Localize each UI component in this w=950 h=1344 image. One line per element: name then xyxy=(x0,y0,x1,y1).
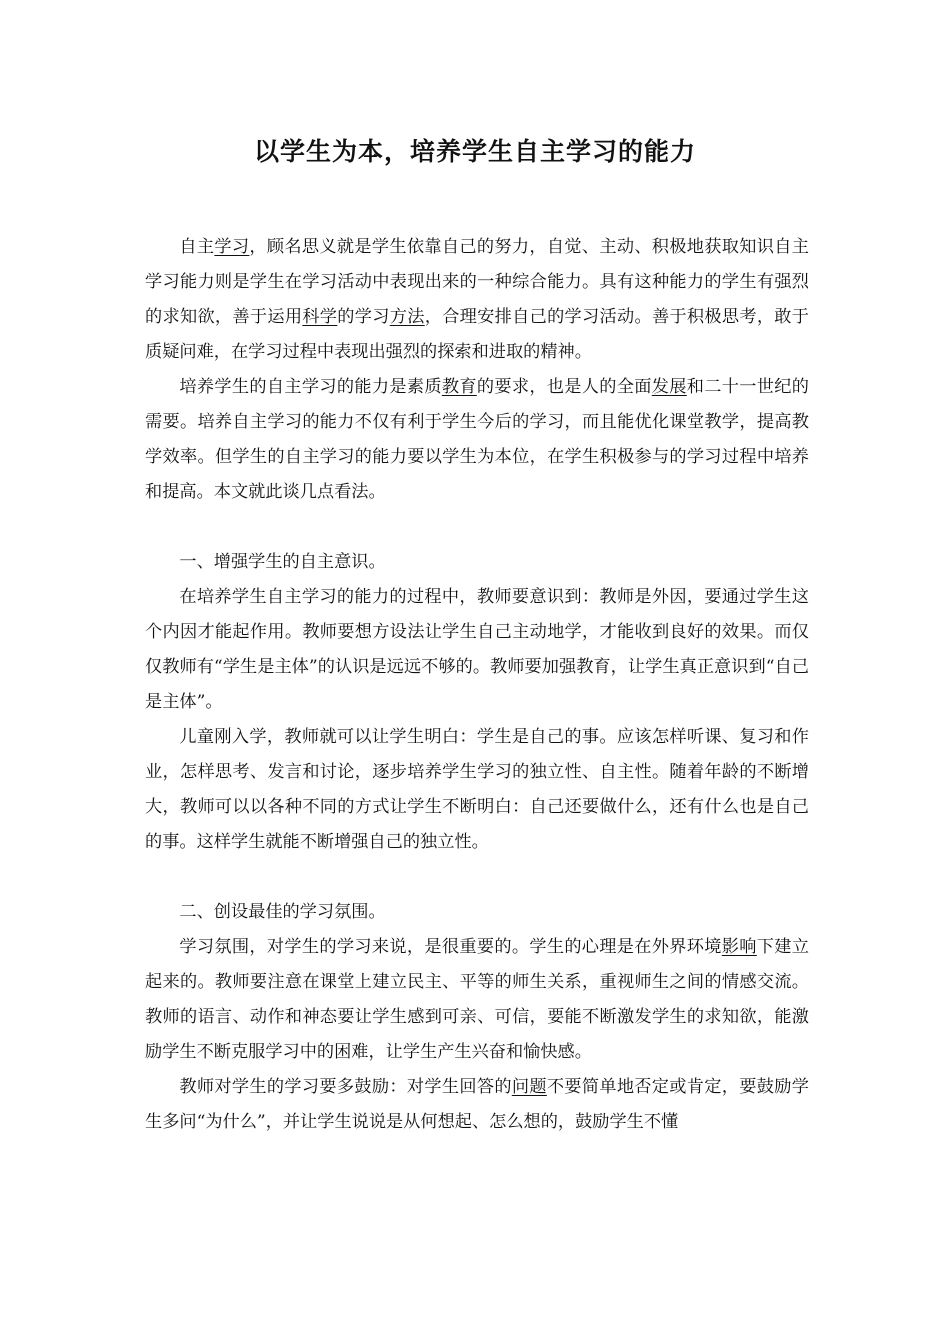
text-run: 的要求，也是人的全面 xyxy=(476,377,652,397)
paragraph-gap xyxy=(145,860,809,895)
link-xuexi[interactable]: 学习 xyxy=(214,237,250,257)
section-heading-1: 一、增强学生的自主意识。 xyxy=(179,552,386,572)
text-run: ，顾名思义就是学生依靠自己的努力，自觉、主动、积极地获取知识自主学习能力则是学生在学习活动中表现出来的一种综合能力。具有这种能力的学生有强烈的求知欲，善于运用 xyxy=(145,237,809,327)
paragraph-intro xyxy=(145,230,809,370)
document-body xyxy=(145,230,809,1140)
text-run: 学习氛围，对学生的学习来说，是很重要的。学生的心理是在外界环境 xyxy=(179,937,722,957)
paragraph-section1-b: 儿童刚入学，教师就可以让学生明白：学生是自己的事。应该怎样听课、复习和作业，怎样思考、发言和讨论，逐步培养学生学习的独立性、自主性。随着年龄的不断增大，教师可以以各种不同的方式让学生不断明白：自己还要做什么，还有什么也是自己的事。这样学生就能不断增强自己的独立性。 xyxy=(145,727,809,852)
paragraph-purpose xyxy=(145,370,809,510)
section-heading-2: 二、创设最佳的学习氛围。 xyxy=(179,902,386,922)
paragraph-section2-b xyxy=(145,1070,809,1140)
text-run: 下建立起来的。教师要注意在课堂上建立民主、平等的师生关系，重视师生之间的情感交流。教师的语言、动作和神态要让学生感到可亲、可信，要能不断激发学生的求知欲，能激励学生不断克服学习中的困难，让学生产生兴奋和愉快感。 xyxy=(145,937,809,1062)
text-run: 不要简单地否定或肯定，要鼓励学生多问“为什么”，并让学生说说是从何想起、怎么想的，鼓励学生不懂 xyxy=(145,1077,809,1132)
text-run: 的学习 xyxy=(337,307,390,327)
text-run: 和二十一世纪的需要。培养自主学习的能力不仅有利于学生今后的学习，而且能优化课堂教学，提高教学效率。但学生的自主学习的能力要以学生为本位，在学生积极参与的学习过程中培养和提高。本文就此谈几点看法。 xyxy=(145,377,809,502)
text-run: 自主 xyxy=(179,237,215,257)
paragraph-section1-a: 在培养学生自主学习的能力的过程中，教师要意识到：教师是外因，要通过学生这个内因才能起作用。教师要想方设法让学生自己主动地学，才能收到良好的效果。而仅仅教师有“学生是主体”的认识是远远不够的。教师要加强教育，让学生真正意识到“自己是主体”。 xyxy=(145,587,809,712)
link-yingxiang[interactable]: 影响 xyxy=(721,937,757,957)
link-kexue[interactable]: 科学 xyxy=(302,307,338,327)
text-run: ，合理安排自己的学习活动。善于积极思考，敢于质疑问难，在学习过程中表现出强烈的探索和进取的精神。 xyxy=(145,307,809,362)
text-run: 教师对学生的学习要多鼓励：对学生回答的 xyxy=(179,1077,512,1097)
paragraph-section2-a xyxy=(145,930,809,1070)
link-fangfa[interactable]: 方法 xyxy=(389,307,425,327)
link-fazhan[interactable]: 发展 xyxy=(651,377,687,397)
text-run: 培养学生的自主学习的能力是素质 xyxy=(179,377,442,397)
link-jiaoyu[interactable]: 教育 xyxy=(441,377,477,397)
paragraph-gap xyxy=(145,510,809,545)
document-title: 以学生为本，培养学生自主学习的能力 xyxy=(253,137,696,166)
link-wenti[interactable]: 问题 xyxy=(511,1077,547,1097)
